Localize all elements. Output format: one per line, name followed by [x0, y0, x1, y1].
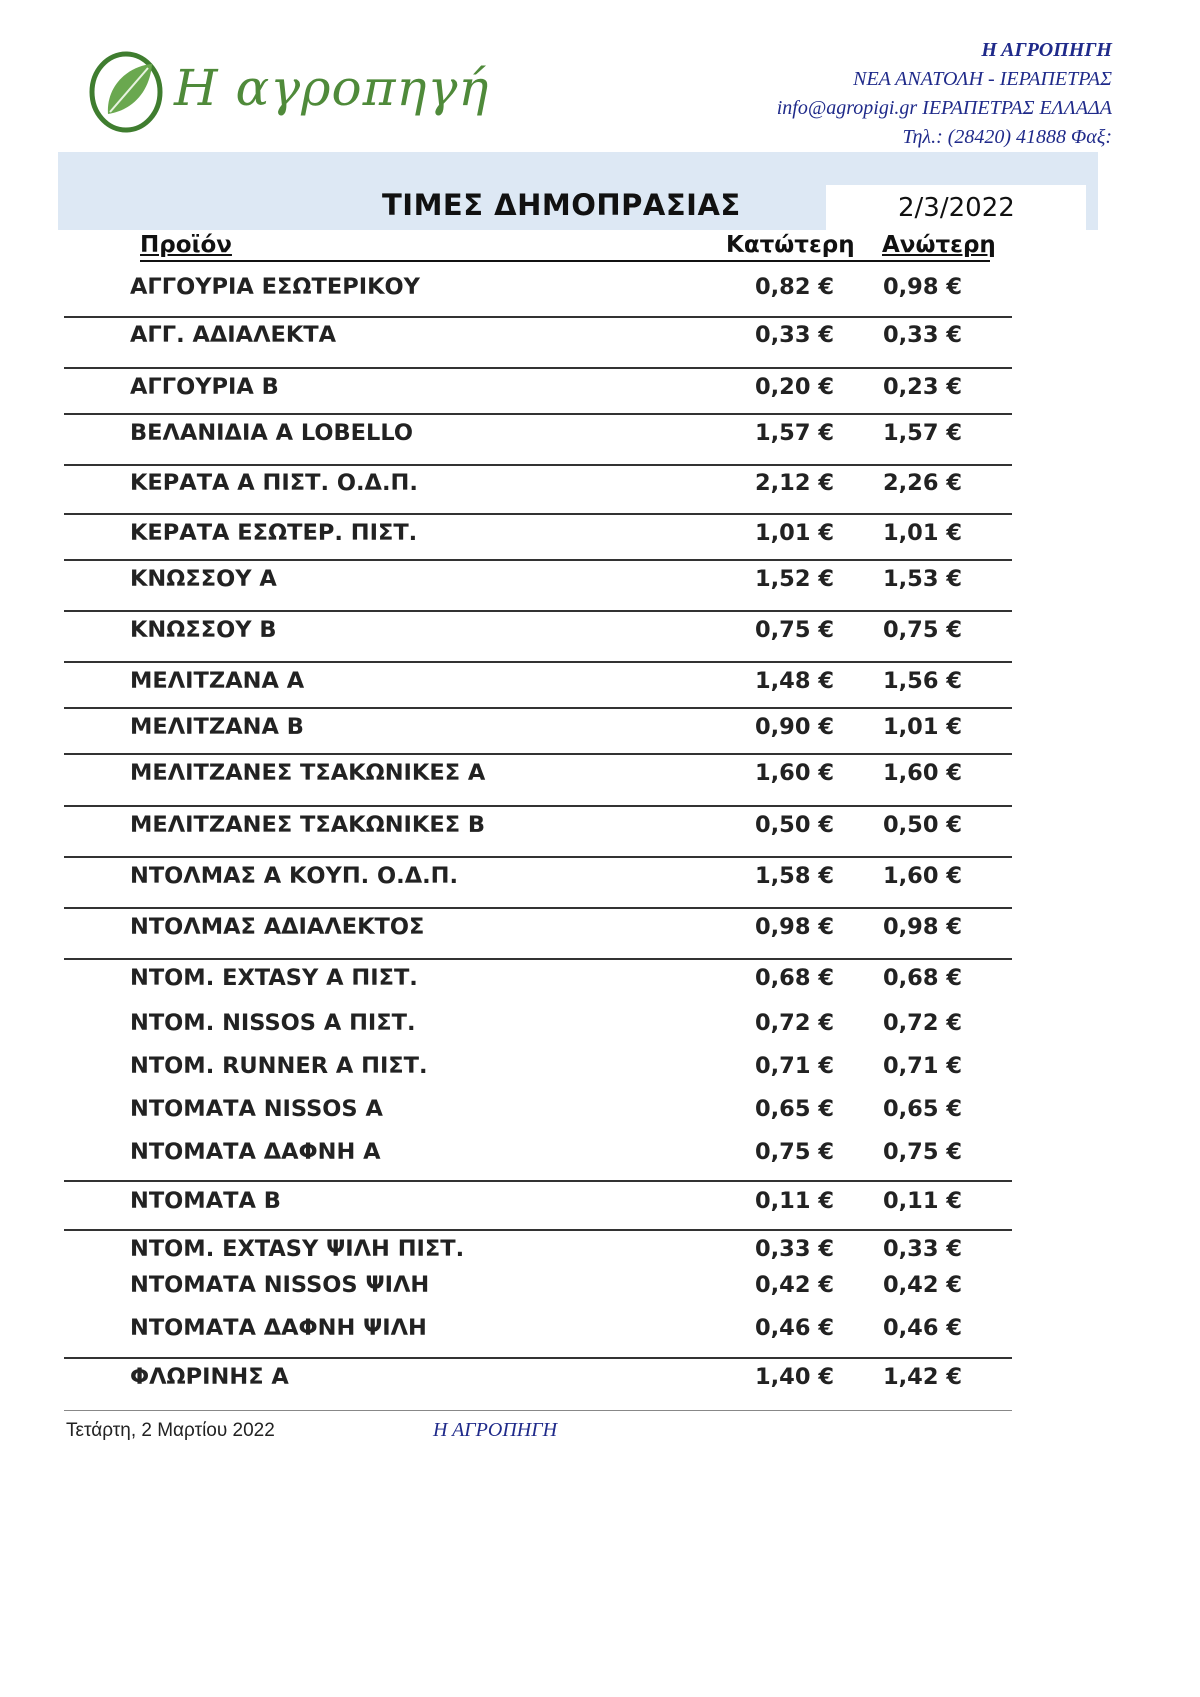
footer-date: Τετάρτη, 2 Μαρτίου 2022: [66, 1420, 275, 1441]
row-divider: [64, 413, 1012, 415]
table-row: [0, 372, 1200, 402]
company-logo: [86, 42, 490, 142]
row-divider: [64, 559, 1012, 561]
product-name: ΝΤΟΜΑΤΑ NISSOS ΨΙΛΗ: [130, 1272, 430, 1298]
table-row: [0, 564, 1200, 594]
max-price: 0,33 €: [882, 322, 962, 348]
row-divider: [64, 907, 1012, 909]
product-name: ΝΤΟΜ. NISSOS Α ΠΙΣΤ.: [130, 1010, 416, 1036]
min-price: 0,11 €: [754, 1188, 834, 1214]
row-divider: [64, 1180, 1012, 1182]
product-name: ΝΤΟΜ. EXTASY ΨΙΛΗ ΠΙΣΤ.: [130, 1236, 465, 1262]
product-name: ΑΓΓΟΥΡΙΑ ΕΣΩΤΕΡΙΚΟΥ: [130, 274, 420, 300]
table-row: [0, 810, 1200, 840]
product-name: ΝΤΟΜΑΤΑ ΔΑΦΝΗ Α: [130, 1139, 381, 1165]
min-price: 0,75 €: [754, 1139, 834, 1165]
table-bottom-rule: [64, 1410, 1012, 1411]
leaf-logo-icon: [86, 48, 166, 134]
min-price: 0,75 €: [754, 617, 834, 643]
table-row: [0, 666, 1200, 696]
product-name: ΚΕΡΑΤΑ Α ΠΙΣΤ. Ο.Δ.Π.: [130, 470, 418, 496]
min-price: 1,60 €: [754, 760, 834, 786]
table-row: [0, 320, 1200, 350]
table-row: [0, 963, 1200, 993]
row-divider: [64, 753, 1012, 755]
table-row: [0, 912, 1200, 942]
company-info: [777, 36, 1112, 152]
company-name: Η ΑΓΡΟΠΗΓΗ: [981, 39, 1112, 61]
min-price: 0,33 €: [754, 322, 834, 348]
product-name: ΚΝΩΣΣΟΥ Α: [130, 566, 277, 592]
max-price: 0,68 €: [882, 965, 962, 991]
min-price: 0,72 €: [754, 1010, 834, 1036]
min-price: 0,68 €: [754, 965, 834, 991]
auction-date: 2/3/2022: [898, 193, 1015, 223]
table-row: [0, 418, 1200, 448]
max-price: 0,11 €: [882, 1188, 962, 1214]
max-price: 1,60 €: [882, 760, 962, 786]
table-row: [0, 518, 1200, 548]
table-row: [0, 272, 1200, 302]
row-divider: [64, 464, 1012, 466]
max-price: 2,26 €: [882, 470, 962, 496]
row-divider: [64, 367, 1012, 369]
min-price: 1,01 €: [754, 520, 834, 546]
max-price: 1,01 €: [882, 520, 962, 546]
max-price: 0,42 €: [882, 1272, 962, 1298]
max-price: 1,01 €: [882, 714, 962, 740]
product-name: ΚΝΩΣΣΟΥ Β: [130, 617, 277, 643]
table-row: [0, 1362, 1200, 1392]
max-price: 1,42 €: [882, 1364, 962, 1390]
max-price: 0,72 €: [882, 1010, 962, 1036]
row-divider: [64, 1357, 1012, 1359]
product-name: ΑΓΓ. ΑΔΙΑΛΕΚΤΑ: [130, 322, 337, 348]
table-row: [0, 468, 1200, 498]
min-price: 0,42 €: [754, 1272, 834, 1298]
logo-wordmark: Η αγροπηγή: [174, 59, 490, 117]
product-name: ΜΕΛΙΤΖΑΝΑ Α: [130, 668, 305, 694]
product-name: ΝΤΟΛΜΑΣ ΑΔΙΑΛΕΚΤΟΣ: [130, 914, 425, 940]
row-divider: [64, 805, 1012, 807]
min-price: 1,52 €: [754, 566, 834, 592]
min-price: 0,65 €: [754, 1096, 834, 1122]
max-price: 0,75 €: [882, 1139, 962, 1165]
max-price: 1,53 €: [882, 566, 962, 592]
product-name: ΦΛΩΡΙΝΗΣ Α: [130, 1364, 289, 1390]
column-header-max: Ανώτερη: [882, 232, 996, 258]
product-name: ΝΤΟΜ. EXTASY Α ΠΙΣΤ.: [130, 965, 418, 991]
min-price: 0,82 €: [754, 274, 834, 300]
table-row: [0, 712, 1200, 742]
product-name: ΝΤΟΜΑΤΑ Β: [130, 1188, 281, 1214]
product-name: ΜΕΛΙΤΖΑΝΕΣ ΤΣΑΚΩΝΙΚΕΣ Β: [130, 812, 486, 838]
table-row: [0, 615, 1200, 645]
min-price: 0,20 €: [754, 374, 834, 400]
table-row: [0, 1137, 1200, 1167]
row-divider: [64, 856, 1012, 858]
table-row: [0, 1186, 1200, 1216]
table-row: [0, 1094, 1200, 1124]
table-row: [0, 1051, 1200, 1081]
min-price: 0,90 €: [754, 714, 834, 740]
max-price: 1,60 €: [882, 863, 962, 889]
row-divider: [64, 316, 1012, 318]
min-price: 1,40 €: [754, 1364, 834, 1390]
max-price: 0,50 €: [882, 812, 962, 838]
min-price: 1,48 €: [754, 668, 834, 694]
row-divider: [64, 958, 1012, 960]
max-price: 0,98 €: [882, 914, 962, 940]
page-title: ΤΙΜΕΣ ΔΗΜΟΠΡΑΣΙΑΣ: [382, 188, 741, 222]
product-name: ΝΤΟΜΑΤΑ ΔΑΦΝΗ ΨΙΛΗ: [130, 1315, 427, 1341]
min-price: 0,50 €: [754, 812, 834, 838]
product-name: ΑΓΓΟΥΡΙΑ Β: [130, 374, 279, 400]
company-phone: Τηλ.: (28420) 41888 Φαξ:: [902, 126, 1112, 148]
product-name: ΝΤΟΜΑΤΑ NISSOS Α: [130, 1096, 383, 1122]
column-header-min: Κατώτερη: [726, 232, 855, 258]
product-name: ΝΤΟΜ. RUNNER Α ΠΙΣΤ.: [130, 1053, 428, 1079]
max-price: 1,57 €: [882, 420, 962, 446]
table-row: [0, 1008, 1200, 1038]
table-row: [0, 1270, 1200, 1300]
row-divider: [64, 661, 1012, 663]
company-location: ΝΕΑ ΑΝΑΤΟΛΗ - ΙΕΡΑΠΕΤΡΑΣ: [853, 68, 1112, 90]
min-price: 1,58 €: [754, 863, 834, 889]
table-row: [0, 861, 1200, 891]
max-price: 0,98 €: [882, 274, 962, 300]
row-divider: [64, 707, 1012, 709]
max-price: 0,33 €: [882, 1236, 962, 1262]
product-name: ΝΤΟΛΜΑΣ Α ΚΟΥΠ. Ο.Δ.Π.: [130, 863, 459, 889]
product-name: ΚΕΡΑΤΑ ΕΣΩΤΕΡ. ΠΙΣΤ.: [130, 520, 418, 546]
company-email: info@agropigi.gr ΙΕΡΑΠΕΤΡΑΣ ΕΛΛΑΔΑ: [776, 97, 1112, 119]
min-price: 2,12 €: [754, 470, 834, 496]
min-price: 0,71 €: [754, 1053, 834, 1079]
max-price: 0,75 €: [882, 617, 962, 643]
row-divider: [64, 513, 1012, 515]
table-row: [0, 758, 1200, 788]
row-divider: [64, 1229, 1012, 1231]
min-price: 1,57 €: [754, 420, 834, 446]
max-price: 1,56 €: [882, 668, 962, 694]
min-price: 0,33 €: [754, 1236, 834, 1262]
footer-company: Η ΑΓΡΟΠΗΓΗ: [433, 1419, 558, 1441]
min-price: 0,46 €: [754, 1315, 834, 1341]
product-name: ΜΕΛΙΤΖΑΝΑ Β: [130, 714, 304, 740]
product-name: ΜΕΛΙΤΖΑΝΕΣ ΤΣΑΚΩΝΙΚΕΣ Α: [130, 760, 486, 786]
max-price: 0,23 €: [882, 374, 962, 400]
max-price: 0,46 €: [882, 1315, 962, 1341]
max-price: 0,71 €: [882, 1053, 962, 1079]
row-divider: [64, 610, 1012, 612]
column-header-product: Προϊόν: [140, 232, 232, 258]
max-price: 0,65 €: [882, 1096, 962, 1122]
product-name: ΒΕΛΑΝΙΔΙΑ Α LOBELLO: [130, 420, 414, 446]
table-row: [0, 1313, 1200, 1343]
header-divider: [140, 260, 990, 262]
table-row: [0, 1234, 1200, 1264]
min-price: 0,98 €: [754, 914, 834, 940]
